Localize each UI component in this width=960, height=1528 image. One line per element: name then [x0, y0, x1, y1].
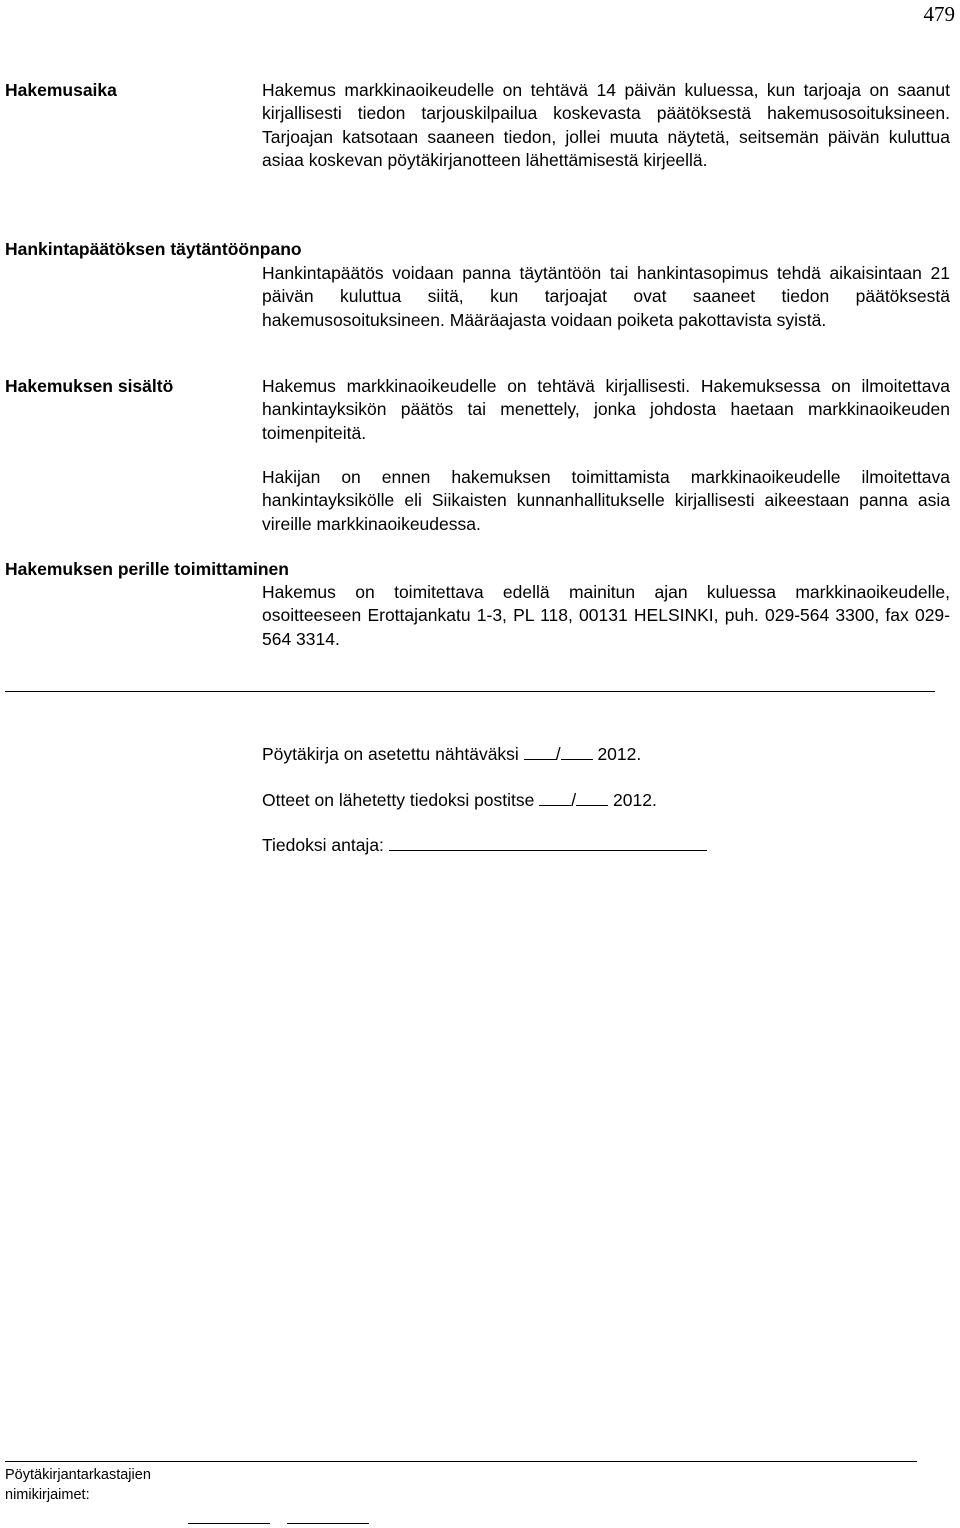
footer-label-line1: Pöytäkirjantarkastajien — [5, 1467, 151, 1483]
posted-label: Pöytäkirja on asetettu nähtäväksi — [262, 744, 519, 764]
footer-rule — [5, 1461, 917, 1462]
sent-day-blank[interactable] — [539, 787, 571, 806]
notifier-label: Tiedoksi antaja: — [262, 835, 384, 855]
text-taytantoonpano: Hankintapäätös voidaan panna täytäntöön tai hankintasopimus tehdä aikaisintaan 21 päivän kuluttua siitä, kun tarjoajat ovat saaneet tiedon päätöksestä hakemusosoituksineen. Määräajasta voidaan poiketa pakottavista syistä. — [262, 263, 950, 330]
posted-day-blank[interactable] — [524, 741, 556, 760]
notifier-line — [262, 832, 707, 857]
text-perille: Hakemus on toimitettava edellä mainitun ajan kuluessa markkinaoikeudelle, osoitteeseen Erottajankatu 1-3, PL 118, 00131 HELSINKI, puh. 029-564 3300, fax 029-564 3314. — [262, 582, 950, 649]
sent-month-blank[interactable] — [576, 787, 608, 806]
heading-perille: Hakemuksen perille toimittaminen — [5, 559, 289, 579]
posted-month-blank[interactable] — [561, 741, 593, 760]
sent-by-mail-line — [262, 787, 657, 812]
posted-year: 2012. — [597, 744, 642, 764]
sent-year: 2012. — [613, 790, 657, 810]
footer-label-line2: nimikirjaimet: — [5, 1487, 90, 1503]
text-sisalto-2: Hakijan on ennen hakemuksen toimittamista markkinaoikeudelle ilmoitettava hankintayksikölle eli Siikaisten kunnanhallitukselle kirjallisesti aikeestaan panna asia vireille markkinaoikeudessa. — [262, 467, 950, 534]
heading-hakemusaika: Hakemusaika — [5, 80, 117, 100]
initials-blank-2[interactable] — [287, 1523, 369, 1524]
posted-separator: / — [555, 744, 561, 764]
heading-sisalto: Hakemuksen sisältö — [5, 376, 174, 396]
text-hakemusaika: Hakemus markkinaoikeudelle on tehtävä 14 päivän kuluessa, kun tarjoaja on saanut kirjallisesti tiedon tarjouskilpailua koskevasta päätöksestä hakemusosoituksineen. Tarjoajan katsotaan saaneen tiedon, jollei muuta näytetä, seitsemän päivän kuluttua asiaa koskevan pöytäkirjanotteen lähettämisestä kirjeellä. — [262, 80, 950, 171]
text-sisalto-1: Hakemus markkinaoikeudelle on tehtävä kirjallisesti. Hakemuksessa on ilmoitettava hankintayksikön päätös tai menettely, jonka johdosta haetaan markkinaoikeuden toimenpiteitä. — [262, 376, 950, 443]
page-number: 479 — [923, 2, 955, 26]
posted-for-viewing-line — [262, 741, 641, 766]
sent-separator: / — [571, 790, 577, 810]
separator-rule — [5, 691, 935, 692]
initials-blank-1[interactable] — [188, 1523, 270, 1524]
notifier-signature-blank[interactable] — [389, 832, 707, 851]
heading-taytantoonpano: Hankintapäätöksen täytäntöönpano — [5, 239, 302, 259]
sent-label: Otteet on lähetetty tiedoksi postitse — [262, 790, 535, 810]
